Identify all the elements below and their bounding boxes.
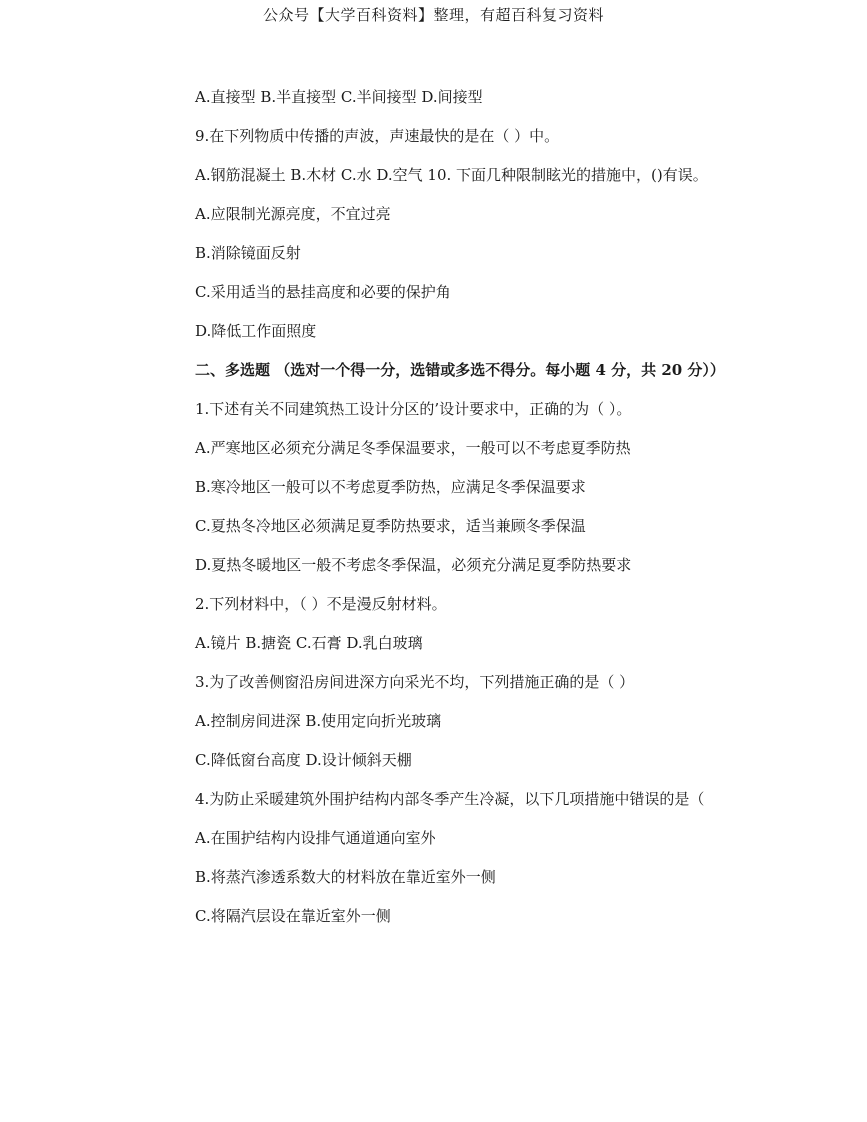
section-heading-multiple-choice: 二、多选题 （选对一个得一分，选错或多选不得分。每小题 4 分，共 20 分）） (195, 361, 725, 379)
paragraph-option-d: D.降低工作面照度 (195, 322, 317, 340)
document-body (128, 86, 743, 944)
paragraph-option-d: D.夏热冬暖地区一般不考虑冬季保温，必须充分满足夏季防热要求 (195, 556, 632, 574)
paragraph-question-9: 9.在下列物质中传播的声波，声速最快的是在（ ）中。 (195, 127, 560, 145)
paragraph-question-4: 4.为防止采暖建筑外围护结构内部冬季产生冷凝，以下几项措施中错误的是（ (195, 790, 705, 808)
paragraph-option-ab: A.控制房间进深 B.使用定向折光玻璃 (195, 712, 442, 730)
paragraph-option-a: A.在围护结构内设排气通道通向室外 (195, 829, 436, 847)
page-header: 公众号【大学百科资料】整理，有超百科复习资料 (262, 6, 604, 24)
paragraph-question-1: 1.下述有关不同建筑热工设计分区的’设计要求中，正确的为（ ）。 (195, 400, 632, 418)
paragraph-option-line: A.直接型 B.半直接型 C.半间接型 D.间接型 (195, 88, 483, 106)
paragraph-option-c: C.夏热冬冷地区必须满足夏季防热要求，适当兼顾冬季保温 (195, 517, 586, 535)
paragraph-question-3: 3.为了改善侧窗沿房间进深方向采光不均，下列措施正确的是（ ） (195, 673, 635, 691)
paragraph-question-2: 2.下列材料中，（ ）不是漫反射材料。 (195, 595, 447, 613)
paragraph-option-b: B.消除镜面反射 (195, 244, 301, 262)
paragraph-option-cd: C.降低窗台高度 D.设计倾斜天棚 (195, 751, 412, 769)
paragraph-option-b: B.寒冷地区一般可以不考虑夏季防热，应满足冬季保温要求 (195, 478, 586, 496)
paragraph-option-a: A.应限制光源亮度，不宜过亮 (195, 205, 391, 223)
paragraph-option-b: B.将蒸汽渗透系数大的材料放在靠近室外一侧 (195, 868, 496, 886)
paragraph-question-2-options: A.镜片 B.搪瓷 C.石膏 D.乳白玻璃 (195, 634, 423, 652)
paragraph-question-9-options: A.钢筋混凝土 B.木材 C.水 D.空气 10. 下面几种限制眩光的措施中，()有误。 (195, 166, 708, 184)
paragraph-option-c: C.将隔汽层设在靠近室外一侧 (195, 907, 391, 925)
paragraph-option-c: C.采用适当的悬挂高度和必要的保护角 (195, 283, 451, 301)
paragraph-option-a: A.严寒地区必须充分满足冬季保温要求，一般可以不考虑夏季防热 (195, 439, 631, 457)
